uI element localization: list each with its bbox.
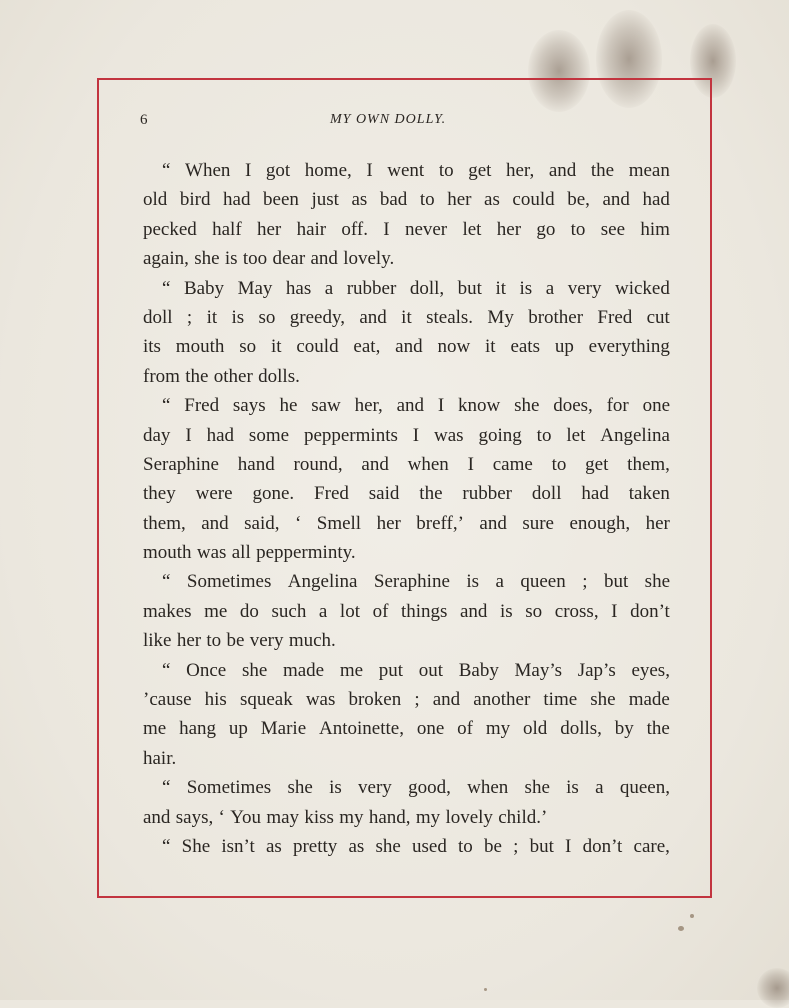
word: ;	[186, 306, 193, 328]
word: some	[248, 424, 290, 446]
word: is	[500, 600, 513, 622]
word: all	[231, 542, 251, 564]
text-line	[143, 744, 670, 773]
word: is	[224, 248, 238, 270]
word: and	[396, 395, 425, 417]
word: been	[263, 189, 299, 211]
word: Sometimes	[186, 571, 272, 593]
word: lovely	[445, 806, 493, 828]
word: she	[287, 777, 313, 799]
word: to	[458, 835, 473, 857]
word: Fred	[597, 306, 633, 328]
text-line	[143, 597, 670, 626]
text-line	[143, 685, 670, 714]
word: Antoinette,	[319, 718, 404, 740]
word: “	[162, 835, 171, 857]
word: the	[185, 365, 209, 387]
word: and	[432, 689, 461, 711]
word: my	[339, 806, 364, 828]
word: going	[478, 424, 522, 446]
word: ;	[513, 835, 519, 857]
text-line	[143, 274, 670, 303]
word: of	[457, 718, 473, 740]
word: ‘	[294, 512, 302, 534]
word: time	[543, 689, 578, 711]
word: Baby	[183, 277, 225, 299]
body-text	[143, 156, 670, 861]
word: as	[265, 835, 282, 857]
word: had	[206, 424, 235, 446]
word: everything	[588, 336, 670, 358]
word: hair.	[143, 747, 177, 769]
word: get	[585, 453, 609, 475]
word: it	[206, 306, 218, 328]
word: my	[485, 718, 511, 740]
word: old	[143, 189, 168, 211]
word: him	[640, 218, 670, 240]
word: put	[378, 659, 404, 681]
paper-speck	[678, 926, 684, 931]
word: when	[407, 453, 449, 475]
word: up	[228, 718, 248, 740]
text-line	[143, 391, 670, 420]
word: Fred	[184, 395, 220, 417]
word: and	[395, 336, 423, 358]
word: mean	[628, 160, 670, 181]
word: the	[419, 483, 443, 505]
text-line	[143, 303, 670, 332]
word: its	[143, 336, 161, 358]
word: got	[265, 160, 291, 181]
word: Seraphine	[143, 453, 219, 475]
word: do	[239, 600, 259, 622]
word: and	[479, 512, 507, 534]
word: I	[185, 424, 192, 446]
word: has	[285, 277, 312, 299]
word: I	[245, 160, 252, 181]
word: another	[473, 689, 531, 711]
word: too	[242, 248, 268, 270]
text-line	[143, 185, 670, 214]
word: dolls,	[560, 718, 602, 740]
word: half	[212, 218, 242, 240]
word: a	[595, 777, 604, 799]
word: let	[566, 424, 586, 446]
word: kiss	[304, 806, 334, 828]
text-line	[143, 803, 670, 832]
word: know	[458, 395, 501, 417]
word: her,	[506, 160, 535, 181]
word: such	[271, 600, 307, 622]
word: and	[361, 453, 389, 475]
word: bird	[179, 189, 211, 211]
word: ;	[414, 689, 420, 711]
running-title: MY OWN DOLLY.	[330, 112, 447, 127]
word: sure	[522, 512, 554, 534]
word: when	[467, 777, 509, 799]
word: so	[258, 306, 276, 328]
word: wicked	[614, 277, 670, 299]
word: a	[324, 277, 334, 299]
word: other	[213, 365, 253, 387]
word: queen,	[619, 777, 670, 799]
word: it	[485, 336, 496, 358]
word: taken	[628, 483, 670, 505]
word: “	[162, 160, 171, 181]
word: I	[565, 835, 572, 857]
word: from	[143, 365, 180, 387]
word: went	[387, 160, 425, 181]
word: Jap’s	[577, 659, 616, 681]
word: “	[162, 277, 171, 299]
word: queen	[520, 571, 566, 593]
word: but	[529, 835, 554, 857]
word: it	[401, 306, 412, 328]
word: doll	[143, 306, 173, 328]
word: very	[358, 777, 392, 799]
paper-speck	[690, 914, 694, 918]
text-line	[143, 538, 670, 567]
word: broken	[348, 689, 402, 711]
word: she	[644, 571, 670, 593]
word: I	[611, 600, 618, 622]
word: day	[143, 424, 171, 446]
word: a	[318, 600, 328, 622]
word: pecked	[143, 218, 197, 240]
word: care,	[633, 835, 670, 857]
word: them,	[627, 453, 670, 475]
word: doll,	[409, 277, 445, 299]
word: one	[642, 395, 670, 417]
word: as	[484, 189, 500, 211]
word: and	[310, 248, 338, 270]
word: is	[566, 777, 579, 799]
word: me	[339, 659, 364, 681]
word: lovely.	[343, 248, 395, 270]
word: mouth	[175, 336, 225, 358]
word: round,	[293, 453, 343, 475]
word: Once	[186, 659, 227, 681]
word: hand	[237, 453, 275, 475]
text-line	[143, 421, 670, 450]
word: squeak	[239, 689, 293, 711]
word: “	[162, 571, 171, 593]
word: hand,	[368, 806, 411, 828]
word: ’cause	[143, 689, 192, 711]
word: it	[270, 336, 282, 358]
word: doll	[531, 483, 562, 505]
word: rubber	[462, 483, 513, 505]
word: Seraphine	[373, 571, 450, 593]
corner-stain	[757, 968, 789, 1008]
word: Fred	[314, 483, 349, 505]
word: I	[383, 218, 390, 240]
word: to	[419, 189, 435, 211]
word: Smell	[316, 512, 362, 534]
word: and	[460, 600, 488, 622]
word: and	[143, 806, 171, 828]
text-line	[143, 244, 670, 273]
text-line	[143, 450, 670, 479]
word: as	[348, 835, 365, 857]
word: her	[645, 512, 670, 534]
word: greedy,	[289, 306, 346, 328]
text-line	[143, 626, 670, 655]
word: her	[256, 218, 282, 240]
word: mouth	[143, 542, 192, 564]
word: for	[606, 395, 629, 417]
word: was	[196, 542, 227, 564]
word: eyes,	[631, 659, 670, 681]
word: Baby	[458, 659, 499, 681]
word: is	[466, 571, 480, 593]
word: dolls.	[258, 365, 300, 387]
word: I	[412, 424, 420, 446]
word: pretty	[292, 835, 338, 857]
word: they	[143, 483, 176, 505]
word: eats	[510, 336, 540, 358]
text-line	[143, 362, 670, 391]
word: good,	[408, 777, 451, 799]
word: had	[223, 189, 251, 211]
word: to	[551, 453, 567, 475]
word: again,	[143, 248, 189, 270]
word: his	[204, 689, 227, 711]
word: and	[602, 189, 630, 211]
word: is	[329, 777, 342, 799]
word: she	[194, 248, 220, 270]
paper-speck	[484, 988, 487, 991]
word: child.’	[498, 806, 548, 828]
word: does,	[553, 395, 593, 417]
word: of	[372, 600, 389, 622]
text-line	[143, 773, 670, 802]
text-line	[143, 832, 670, 861]
word: bad	[379, 189, 408, 211]
word: now	[437, 336, 471, 358]
word: is	[231, 306, 245, 328]
word: is	[519, 277, 533, 299]
word: she	[514, 395, 540, 417]
word: me	[204, 600, 228, 622]
word: she	[590, 689, 616, 711]
text-line	[143, 714, 670, 743]
word: to	[536, 424, 552, 446]
word: to	[206, 630, 222, 652]
word: very	[249, 630, 284, 652]
word: she	[375, 835, 401, 857]
word: her	[496, 218, 522, 240]
word: I	[437, 395, 445, 417]
word: be,	[567, 189, 590, 211]
word: Angelina	[600, 424, 670, 446]
word: were	[195, 483, 233, 505]
word: as	[351, 189, 368, 211]
word: lot	[339, 600, 360, 622]
word: out	[418, 659, 444, 681]
word: said	[368, 483, 400, 505]
word: and	[548, 160, 577, 181]
word: never	[404, 218, 448, 240]
word: I	[467, 453, 474, 475]
page-number: 6	[140, 112, 148, 128]
word: my	[415, 806, 441, 828]
word: had	[642, 189, 670, 211]
word: was	[434, 424, 464, 446]
word: very	[567, 277, 602, 299]
word: and	[359, 306, 387, 328]
word: breff,’	[416, 512, 464, 534]
word: Angelina	[287, 571, 358, 593]
word: don’t	[630, 600, 670, 622]
word: her	[176, 630, 202, 652]
word: go	[536, 218, 556, 240]
word: her	[376, 512, 401, 534]
word: said,	[244, 512, 280, 534]
word: saw	[311, 395, 341, 417]
word: enough,	[569, 512, 631, 534]
word: things	[400, 600, 448, 622]
word: My	[487, 306, 514, 328]
word: so	[239, 336, 257, 358]
word: by	[614, 718, 634, 740]
word: them,	[143, 512, 186, 534]
word: don’t	[582, 835, 623, 857]
word: makes	[143, 600, 192, 622]
word: much.	[288, 630, 336, 652]
text-line	[143, 156, 670, 185]
word: me	[143, 718, 167, 740]
word: could	[512, 189, 555, 211]
word: hair	[296, 218, 327, 240]
word: let	[462, 218, 482, 240]
word: but	[457, 277, 482, 299]
word: she	[241, 659, 268, 681]
word: peppermints	[303, 424, 398, 446]
word: Sometimes	[186, 777, 272, 799]
word: “	[162, 395, 171, 417]
word: the	[646, 718, 670, 740]
text-line	[143, 332, 670, 361]
word: one	[416, 718, 445, 740]
word: be	[226, 630, 245, 652]
text-line	[143, 479, 670, 508]
word: pepperminty.	[256, 542, 356, 564]
word: see	[600, 218, 626, 240]
word: had	[581, 483, 609, 505]
word: May	[237, 277, 273, 299]
word: so	[525, 600, 543, 622]
word: When	[185, 160, 231, 181]
text-line	[143, 656, 670, 685]
word: made	[628, 689, 670, 711]
word: I	[366, 160, 373, 181]
word: says,	[175, 806, 214, 828]
word: She	[181, 835, 211, 857]
page-header	[140, 112, 670, 132]
word: the	[590, 160, 615, 181]
word: May’s	[514, 659, 563, 681]
word: a	[545, 277, 555, 299]
word: it	[495, 277, 507, 299]
word: get	[468, 160, 492, 181]
word: her,	[354, 395, 383, 417]
word: made	[282, 659, 325, 681]
text-line	[143, 509, 670, 538]
word: a	[495, 571, 504, 593]
word: up	[554, 336, 574, 358]
word: to	[438, 160, 454, 181]
word: eat,	[353, 336, 381, 358]
word: but	[603, 571, 629, 593]
text-line	[143, 567, 670, 596]
word: cut	[646, 306, 670, 328]
word: Marie	[260, 718, 307, 740]
word: gone.	[252, 483, 295, 505]
word: he	[279, 395, 298, 417]
word: ‘	[218, 806, 225, 828]
word: be	[483, 835, 502, 857]
word: steals.	[426, 306, 474, 328]
word: old	[523, 718, 548, 740]
word: home,	[304, 160, 352, 181]
word: says	[232, 395, 266, 417]
word: to	[570, 218, 586, 240]
word: “	[162, 659, 171, 681]
word: isn’t	[221, 835, 255, 857]
word: ;	[582, 571, 588, 593]
word: may	[266, 806, 300, 828]
word: used	[412, 835, 447, 857]
word: just	[311, 189, 339, 211]
word: came	[492, 453, 533, 475]
word: she	[524, 777, 550, 799]
word: her	[447, 189, 472, 211]
word: could	[296, 336, 339, 358]
word: “	[162, 777, 171, 799]
word: dear	[272, 248, 306, 270]
word: hang	[179, 718, 217, 740]
word: brother	[528, 306, 584, 328]
word: You	[230, 806, 262, 828]
word: was	[305, 689, 336, 711]
text-line	[143, 215, 670, 244]
word: rubber	[346, 277, 397, 299]
word: off.	[341, 218, 368, 240]
word: and	[201, 512, 229, 534]
word: like	[143, 630, 172, 652]
word: cross,	[554, 600, 599, 622]
